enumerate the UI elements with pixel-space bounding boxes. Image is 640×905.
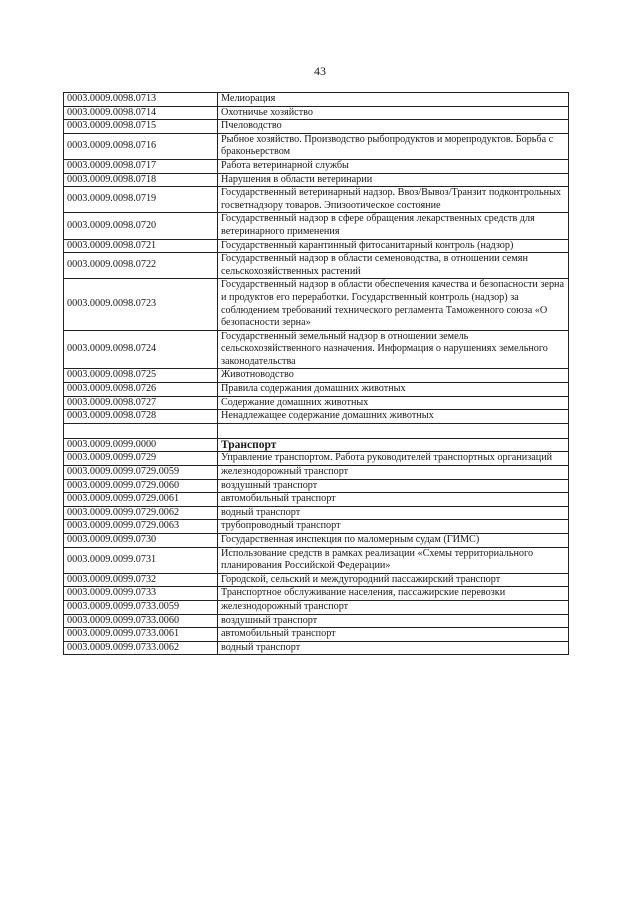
row-code: 0003.0009.0098.0718 [64,173,218,187]
row-code: 0003.0009.0098.0727 [64,396,218,410]
row-code: 0003.0009.0098.0722 [64,253,218,279]
table-row [64,253,569,279]
row-description: Государственный надзор в области обеспечения качества и безопасности зерна и продуктов его переработки. Государственный контроль (надзор) за соблюдением требований технического регламента Таможенного союза «О безопасности зерна» [218,279,569,330]
table-row [64,133,569,159]
table-row [64,587,569,601]
table-row [64,573,569,587]
row-description: Государственный карантинный фитосанитарный контроль (надзор) [218,239,569,253]
row-code: 0003.0009.0099.0729.0062 [64,506,218,520]
row-code: 0003.0009.0098.0724 [64,330,218,369]
row-description: автомобильный транспорт [218,628,569,642]
row-description: воздушный транспорт [218,479,569,493]
classifier-table [63,92,569,655]
row-code: 0003.0009.0099.0733 [64,587,218,601]
row-code [64,423,218,438]
table-row [64,600,569,614]
row-description: Работа ветеринарной службы [218,159,569,173]
table-row [64,396,569,410]
table-row [64,641,569,655]
row-description: Государственный надзор в сфере обращения лекарственных средств для ветеринарного применения [218,213,569,239]
row-code: 0003.0009.0098.0719 [64,187,218,213]
row-code: 0003.0009.0099.0733.0061 [64,628,218,642]
table-row [64,479,569,493]
row-code: 0003.0009.0099.0729.0060 [64,479,218,493]
row-description: Управление транспортом. Работа руководителей транспортных организаций [218,452,569,466]
row-description: Государственный ветеринарный надзор. Ввоз/Вывоз/Транзит подконтрольных госветнадзору товаров. Эпизоотическое состояние [218,187,569,213]
row-description: водный транспорт [218,641,569,655]
row-description: Охотничье хозяйство [218,106,569,120]
row-description: водный транспорт [218,506,569,520]
row-description: Государственный земельный надзор в отношении земель сельскохозяйственного назначения. Информация о нарушениях земельного законодательства [218,330,569,369]
table-row [64,369,569,383]
table-row [64,506,569,520]
table-row [64,213,569,239]
row-description: Городской, сельский и междугородний пассажирский транспорт [218,573,569,587]
row-code: 0003.0009.0098.0714 [64,106,218,120]
table-row [64,438,569,452]
row-code: 0003.0009.0099.0730 [64,534,218,548]
table-row [64,520,569,534]
table-row [64,383,569,397]
table-row [64,330,569,369]
row-code: 0003.0009.0098.0723 [64,279,218,330]
table-row [64,410,569,424]
table-row [64,628,569,642]
row-description: Государственный надзор в области семеноводства, в отношении семян сельскохозяйственных растений [218,253,569,279]
row-description: Государственная инспекция по маломерным судам (ГИМС) [218,534,569,548]
row-code: 0003.0009.0099.0732 [64,573,218,587]
row-code: 0003.0009.0099.0733.0059 [64,600,218,614]
row-code: 0003.0009.0098.0726 [64,383,218,397]
row-description: автомобильный транспорт [218,493,569,507]
row-code: 0003.0009.0098.0725 [64,369,218,383]
table-row [64,159,569,173]
row-code: 0003.0009.0098.0720 [64,213,218,239]
table-row-empty [64,423,569,438]
table-row [64,534,569,548]
row-description: Содержание домашних животных [218,396,569,410]
row-code: 0003.0009.0099.0733.0062 [64,641,218,655]
table-row [64,466,569,480]
row-code: 0003.0009.0098.0715 [64,120,218,134]
row-code: 0003.0009.0098.0713 [64,93,218,107]
table-row [64,452,569,466]
page-number: 43 [314,64,326,78]
row-code: 0003.0009.0098.0717 [64,159,218,173]
table-row [64,279,569,330]
row-description: Ненадлежащее содержание домашних животных [218,410,569,424]
row-description: трубопроводный транспорт [218,520,569,534]
table-row [64,173,569,187]
row-description: Пчеловодство [218,120,569,134]
row-description [218,423,569,438]
row-description: Рыбное хозяйство. Производство рыбопродуктов и морепродуктов. Борьба с браконьерством [218,133,569,159]
classifier-table-body [64,93,569,655]
row-code: 0003.0009.0099.0731 [64,547,218,573]
row-code: 0003.0009.0098.0728 [64,410,218,424]
table-row [64,239,569,253]
row-description: Нарушения в области ветеринарии [218,173,569,187]
row-description: Использование средств в рамках реализации «Схемы территориального планирования Российской Федерации» [218,547,569,573]
row-code: 0003.0009.0099.0729 [64,452,218,466]
table-row [64,120,569,134]
row-code: 0003.0009.0099.0729.0063 [64,520,218,534]
table-row [64,106,569,120]
row-code: 0003.0009.0099.0729.0061 [64,493,218,507]
table-row [64,187,569,213]
table-row [64,614,569,628]
row-description: Мелиорация [218,93,569,107]
row-description: Транспортное обслуживание населения, пассажирские перевозки [218,587,569,601]
row-description: воздушный транспорт [218,614,569,628]
row-code: 0003.0009.0099.0733.0060 [64,614,218,628]
table-row [64,93,569,107]
table-row [64,547,569,573]
table-row [64,493,569,507]
row-code: 0003.0009.0099.0729.0059 [64,466,218,480]
row-description: Животноводство [218,369,569,383]
section-heading: Транспорт [218,438,569,452]
row-code: 0003.0009.0098.0721 [64,239,218,253]
row-description: железнодорожный транспорт [218,466,569,480]
row-description: железнодорожный транспорт [218,600,569,614]
row-description: Правила содержания домашних животных [218,383,569,397]
row-code: 0003.0009.0098.0716 [64,133,218,159]
row-code: 0003.0009.0099.0000 [64,438,218,452]
